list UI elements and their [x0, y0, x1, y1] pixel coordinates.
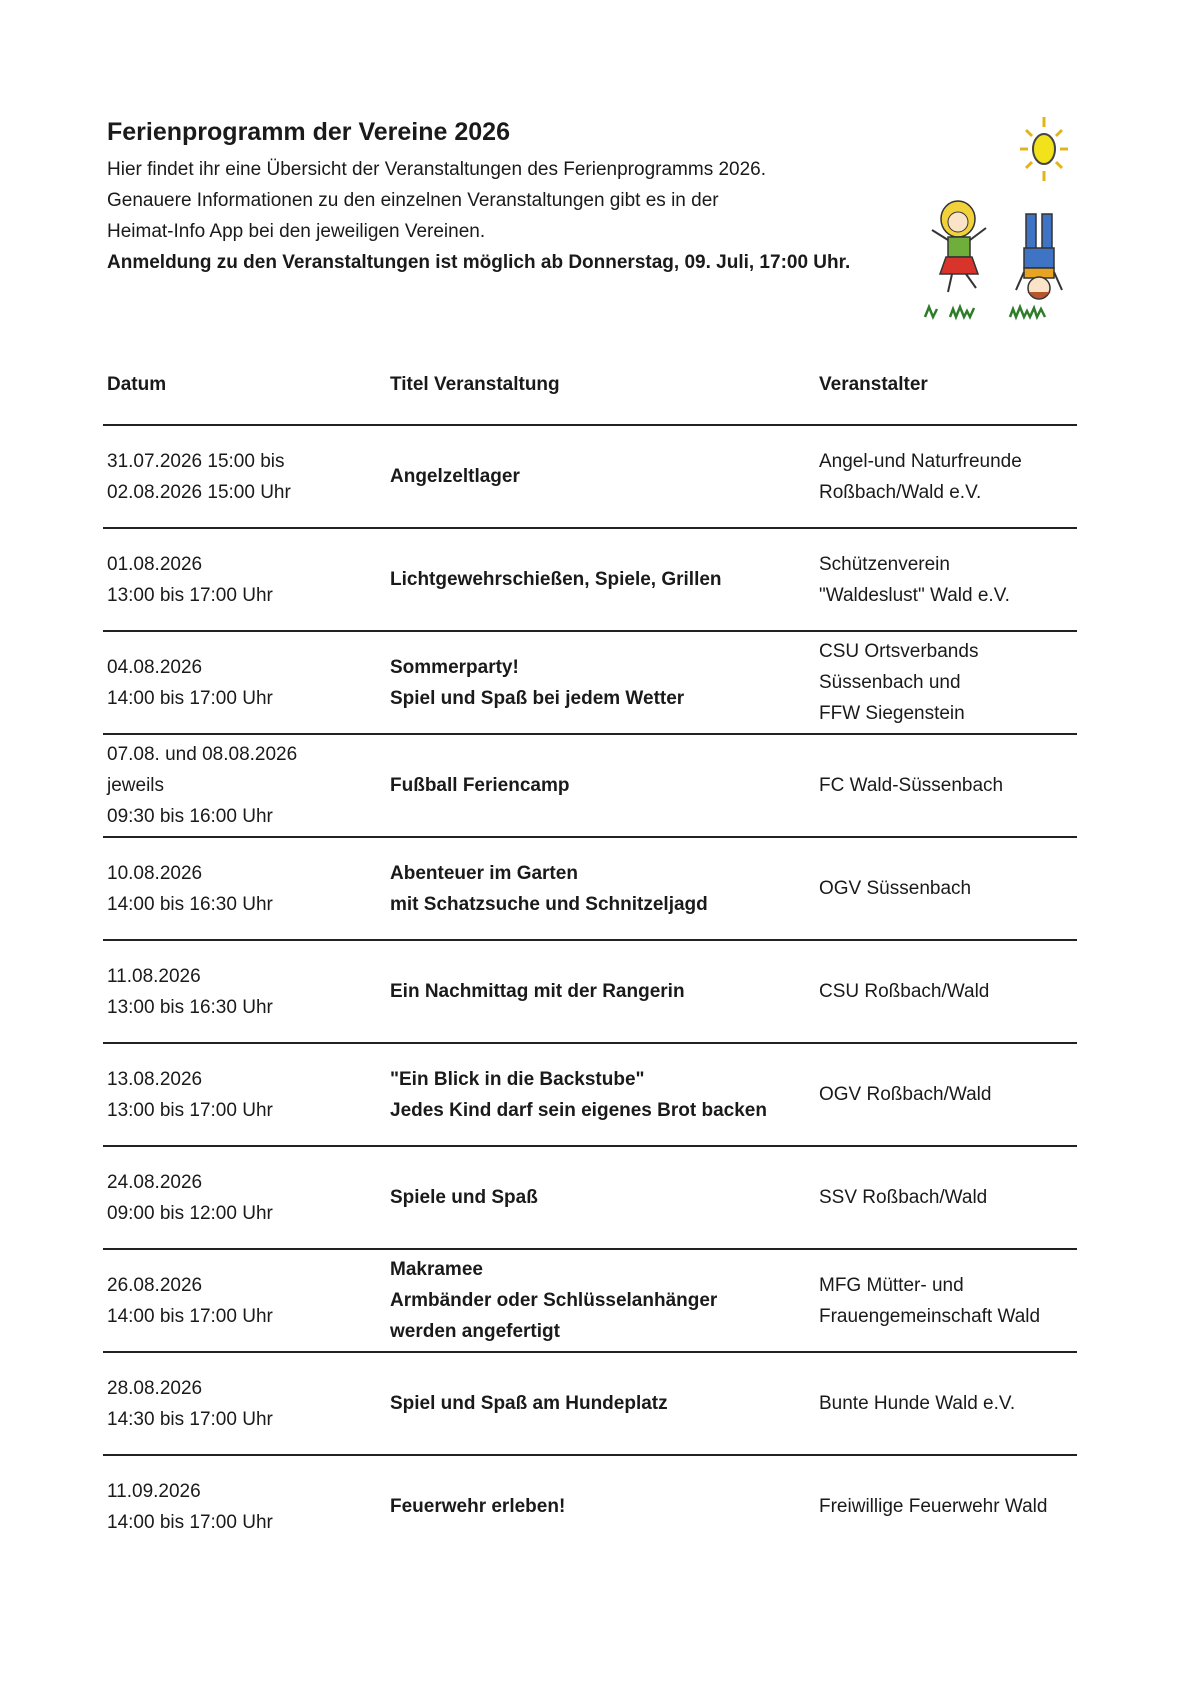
table-row — [103, 1353, 1077, 1456]
cell-date-line: 14:00 bis 16:30 Uhr — [107, 893, 273, 915]
cell-organizer-line: FC Wald-Süssenbach — [819, 775, 1004, 796]
cell-title — [390, 838, 810, 939]
cell-date-line: 09:30 bis 16:00 Uhr — [107, 806, 273, 827]
cell-title-line: Feuerwehr erleben! — [390, 1496, 566, 1517]
cell-date — [107, 1147, 377, 1248]
cell-date-line: 14:30 bis 17:00 Uhr — [107, 1408, 273, 1430]
cell-title — [390, 632, 810, 733]
column-header-title: Titel Veranstaltung — [390, 374, 560, 395]
cell-title-line: Ein Nachmittag mit der Rangerin — [390, 981, 685, 1002]
cell-organizer — [819, 632, 1075, 733]
cell-organizer-line: Frauengemeinschaft Wald — [819, 1305, 1041, 1327]
boy-figure-icon — [1016, 214, 1062, 299]
cell-title-line: Makramee — [390, 1259, 483, 1280]
table-row — [103, 838, 1077, 941]
table-row — [103, 1250, 1077, 1353]
cell-organizer-line: Bunte Hunde Wald e.V. — [819, 1393, 1016, 1414]
cell-date-line: 11.09.2026 — [107, 1480, 201, 1502]
cell-date — [107, 632, 377, 733]
column-header-organizer: Veranstalter — [819, 374, 928, 395]
table-row — [103, 1147, 1077, 1250]
cell-date-line: 02.08.2026 15:00 Uhr — [107, 481, 291, 503]
cell-title — [390, 1250, 810, 1351]
table-row — [103, 632, 1077, 735]
header — [107, 116, 907, 278]
cell-date-line: 14:00 bis 17:00 Uhr — [107, 1511, 273, 1533]
sun-icon — [1020, 117, 1068, 181]
table-row — [103, 941, 1077, 1044]
cell-organizer-line: FFW Siegenstein — [819, 703, 965, 724]
cell-organizer-line: CSU Roßbach/Wald — [819, 981, 990, 1002]
cell-date-line: 13.08.2026 — [107, 1068, 203, 1090]
cell-organizer — [819, 1250, 1075, 1351]
cell-title — [390, 735, 810, 836]
cell-title — [390, 941, 810, 1042]
table-row — [103, 735, 1077, 838]
cell-organizer-line: OGV Roßbach/Wald — [819, 1084, 992, 1105]
cell-date-line: 31.07.2026 15:00 bis — [107, 450, 285, 472]
cell-date — [107, 1353, 377, 1454]
cell-title-line: werden angefertigt — [390, 1321, 560, 1342]
cell-organizer-line: Roßbach/Wald e.V. — [819, 481, 982, 503]
cell-date-line: 07.08. und 08.08.2026 — [107, 744, 298, 765]
cell-date-line: 11.08.2026 — [107, 965, 201, 987]
cell-title-line: Fußball Feriencamp — [390, 775, 570, 796]
cell-date-line: 26.08.2026 — [107, 1274, 203, 1296]
cell-organizer-line: Süssenbach und — [819, 672, 961, 693]
cell-date — [107, 838, 377, 939]
cell-title — [390, 1044, 810, 1145]
girl-figure-icon — [932, 201, 986, 292]
table-header — [103, 360, 1077, 426]
cell-date-line: 14:00 bis 17:00 Uhr — [107, 1305, 273, 1327]
cell-title — [390, 426, 810, 527]
cell-organizer — [819, 1456, 1075, 1557]
cell-title-line: "Ein Blick in die Backstube" — [390, 1068, 645, 1090]
cell-title-line: Spiel und Spaß bei jedem Wetter — [390, 687, 685, 709]
cell-title — [390, 529, 810, 630]
events-table — [103, 360, 1077, 1557]
children-playing-sun-illustration — [920, 112, 1080, 337]
cell-date — [107, 529, 377, 630]
cell-date-line: 13:00 bis 17:00 Uhr — [107, 1099, 273, 1121]
cell-date — [107, 1456, 377, 1557]
cell-title-line: Lichtgewehrschießen, Spiele, Grillen — [390, 569, 722, 590]
cell-organizer-line: CSU Ortsverbands — [819, 641, 979, 662]
cell-title-line: Spiel und Spaß am Hundeplatz — [390, 1393, 668, 1414]
cell-date-line: 10.08.2026 — [107, 862, 203, 884]
cell-organizer-line: Angel-und Naturfreunde — [819, 450, 1022, 472]
table-row — [103, 1044, 1077, 1147]
cell-title-line: Spiele und Spaß — [390, 1187, 538, 1208]
table-row — [103, 426, 1077, 529]
cell-organizer — [819, 1353, 1075, 1454]
intro-line-1: Hier findet ihr eine Übersicht der Veranstaltungen des Ferienprogramms 2026. — [107, 159, 767, 180]
cell-title — [390, 1456, 810, 1557]
intro-line-3: Heimat-Info App bei den jeweiligen Vereinen. — [107, 221, 486, 242]
cell-organizer — [819, 1044, 1075, 1145]
cell-date-line: 09:00 bis 12:00 Uhr — [107, 1202, 273, 1224]
cell-title-line: Abenteuer im Garten — [390, 862, 578, 884]
cell-organizer-line: MFG Mütter- und — [819, 1274, 964, 1296]
cell-organizer — [819, 735, 1075, 836]
cell-date — [107, 1044, 377, 1145]
cell-date-line: 28.08.2026 — [107, 1377, 203, 1399]
cell-title-line: Armbänder oder Schlüsselanhänger — [390, 1290, 718, 1311]
cell-organizer — [819, 838, 1075, 939]
cell-date-line: 13:00 bis 16:30 Uhr — [107, 996, 273, 1018]
grass-icon — [925, 307, 1045, 317]
cell-organizer — [819, 1147, 1075, 1248]
cell-date — [107, 1250, 377, 1351]
cell-title-line: Jedes Kind darf sein eigenes Brot backen — [390, 1099, 767, 1121]
cell-date — [107, 735, 377, 836]
cell-title-line: mit Schatzsuche und Schnitzeljagd — [390, 893, 708, 915]
cell-date-line: jeweils — [107, 775, 165, 796]
cell-organizer-line: OGV Süssenbach — [819, 878, 972, 899]
cell-date-line: 13:00 bis 17:00 Uhr — [107, 584, 273, 606]
cell-organizer — [819, 941, 1075, 1042]
cell-title — [390, 1353, 810, 1454]
cell-organizer-line: SSV Roßbach/Wald — [819, 1187, 988, 1208]
cell-organizer — [819, 426, 1075, 527]
intro-line-2: Genauere Informationen zu den einzelnen Veranstaltungen gibt es in der — [107, 190, 719, 211]
cell-organizer-line: Schützenverein — [819, 553, 950, 575]
page-title: Ferienprogramm der Vereine 2026 — [107, 118, 510, 146]
column-header-date: Datum — [107, 374, 167, 395]
cell-date-line: 01.08.2026 — [107, 553, 203, 575]
table-body — [103, 426, 1077, 1557]
cell-title-line: Angelzeltlager — [390, 466, 520, 487]
registration-note: Anmeldung zu den Veranstaltungen ist möglich ab Donnerstag, 09. Juli, 17:00 Uhr. — [107, 252, 851, 273]
cell-title-line: Sommerparty! — [390, 656, 519, 678]
cell-date — [107, 941, 377, 1042]
cell-organizer-line: Freiwillige Feuerwehr Wald — [819, 1496, 1048, 1517]
cell-organizer-line: "Waldeslust" Wald e.V. — [819, 584, 1010, 606]
cell-date-line: 14:00 bis 17:00 Uhr — [107, 687, 273, 709]
cell-title — [390, 1147, 810, 1248]
table-row — [103, 1456, 1077, 1557]
cell-date-line: 24.08.2026 — [107, 1171, 203, 1193]
cell-date-line: 04.08.2026 — [107, 656, 203, 678]
table-row — [103, 529, 1077, 632]
cell-organizer — [819, 529, 1075, 630]
cell-date — [107, 426, 377, 527]
